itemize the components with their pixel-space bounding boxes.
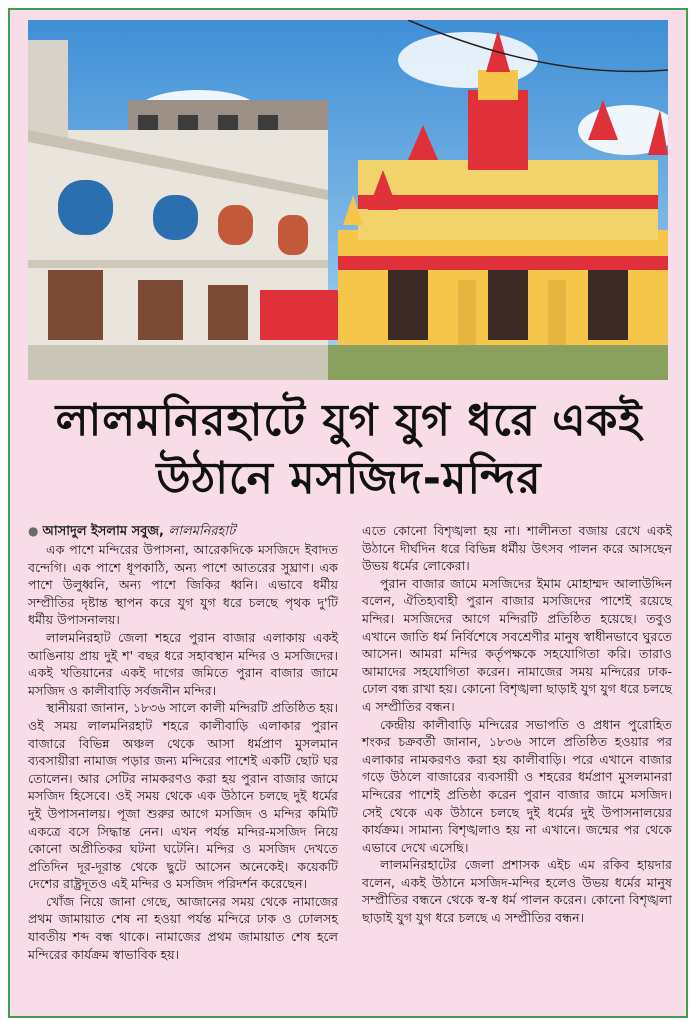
article-column-left (28, 522, 338, 963)
article-paragraph: কেন্দ্রীয় কালীবাড়ি মন্দিরের সভাপতি ও প্রধান পুরোহিত শংকর চক্রবর্তী জানান, ১৮৩৬ সালে প্রতিষ্ঠিত হওয়ার পর এলাকার নামকরণও করা হয় কালীবাড়ি। পরে এখানে বাজার গড়ে উঠলে বাজারের ব্যবসায়ী ও শহরের ধর্মপ্রাণ মুসলমানরা মন্দিরের পাশেই প্রতিষ্ঠা করেন পুরান বাজার জামে মসজিদ। সেই থেকে এক উঠানে চলছে দুই ধর্মের দুই উপাসনালয়ের কার্যক্রম। সামান্য বিশৃঙ্খলাও হয় না এখানে। জন্মের পর থেকে এভাবে দেখে এসেছি। (362, 716, 672, 855)
article-paragraph: এতে কোনো বিশৃঙ্খলা হয় না। শালীনতা বজায় রেখে একই উঠানে দীর্ঘদিন ধরে বিভিন্ন ধর্মীয় উৎসব পালন করে আসছেন উভয় ধর্মের লোকেরা। (362, 523, 672, 574)
article-paragraph: খোঁজ নিয়ে জানা গেছে, আজানের সময় থেকে নামাজের প্রথম জামায়াত শেষ না হওয়া পর্যন্ত মন্দিরে ঢাক ও ঢোলসহ যাবতীয় শব্দ বন্ধ থাকে। নামাজের প্রথম জামায়াত শেষ হলে মন্দিরের কার্যক্রম স্বাভাবিক হয়। (28, 893, 338, 962)
newspaper-clipping (8, 8, 688, 1018)
article-paragraph: পুরান বাজার জামে মসজিদের ইমাম মোহাম্মদ আলাউদ্দিন বলেন, ঐতিহ্যবাহী পুরান বাজার মসজিদের পাশেই রয়েছে মন্দির। মসজিদের আগে মন্দিরটি প্রতিষ্ঠিত হয়েছে। তবুও এখানে জাতি ধর্ম নির্বিশেষে সবশ্রেণীর মানুষ স্বাধীনভাবে ঘুরতে আসেন। আমরা মন্দির কর্তৃপক্ষকে সহযোগিতা করি। তারাও আমাদের সহযোগিতা করেন। নামাজের সময় মন্দিরের ঢাক-ঢোল বন্ধ রাখা হয়। কোনো বিশৃঙ্খলা ছাড়াই যুগ যুগ ধরে চলছে এ সম্প্রীতির বন্ধন। (362, 575, 672, 714)
headline-line-1: লালমনিরহাটে যুগ যুগ ধরে একই (55, 395, 643, 446)
byline-author: আসাদুল ইসলাম সবুজ, (42, 524, 164, 539)
article-paragraph: স্থানীয়রা জানান, ১৮৩৬ সালে কালী মন্দিরটি প্রতিষ্ঠিত হয়। ওই সময় লালমনিরহাট শহরে কালীবাড়ি এলাকার পুরান বাজারে বিভিন্ন অঞ্চল থেকে আসা ধর্মপ্রাণ মুসলমান ব্যবসায়ীরা নামাজ পড়ার জন্য মন্দিরের পাশেই একটি ছোট ঘর তোলেন। আর সেটির নামকরণও করা হয় পুরান বাজার জামে মসজিদ হিসেবে। ওই সময় থেকে এক উঠানে চলছে দুই ধর্মের দুই উপাসনালয়। পূজা শুরুর আগে মসজিদ ও মন্দির কমিটি একত্রে বসে সিদ্ধান্ত নেন। এখন পর্যন্ত মন্দির-মসজিদ নিয়ে কোনো অপ্রীতিকর ঘটনা ঘটেনি। মন্দির ও মসজিদ দেখতে প্রতিদিন দূর-দূরান্ত থেকে ছুটে আসেন অনেকেই। কয়েকটি দেশের রাষ্ট্রদূতও এই মন্দির ও মসজিদ পরিদর্শন করেছেন। (28, 700, 338, 892)
article-paragraph: এক পাশে মন্দিরের উপাসনা, আরেকদিকে মসজিদে ইবাদত বন্দেগি। এক পাশে ধূপকাঠি, অন্য পাশে আতরের সুঘ্রাণ। এক পাশে উলুধ্বনি, অন্য পাশে জিকির ধ্বনি। এভাবে ধর্মীয় সম্প্রীতির দৃষ্টান্ত স্থাপন করে যুগ যুগ ধরে চলছে পৃথক দু'টি ধর্মীয় উপাসনালয়। (28, 542, 338, 628)
article-column-right (362, 522, 672, 927)
article-headline (24, 392, 674, 508)
article-photo (28, 20, 668, 380)
headline-line-2: উঠানে মসজিদ-মন্দির (156, 453, 542, 504)
byline-location: লালমনিরহাট (168, 524, 236, 539)
bullet-icon: ● (28, 524, 39, 538)
byline (28, 522, 338, 541)
mosque-temple-photo (28, 20, 668, 380)
article-paragraph: লালমনিরহাট জেলা শহরে পুরান বাজার এলাকায় একই আঙিনায় প্রায় দুই শ' বছর ধরে সহাবস্থান মন্দির ও মসজিদের। একই খতিয়ানের একই দাগের জমিতে পুরান বাজার জামে মসজিদ ও কালীবাড়ি সর্বজনীন মন্দির। (28, 629, 338, 698)
article-paragraph: লালমনিরহাটের জেলা প্রশাসক এইচ এম রকিব হায়দার বলেন, একই উঠানে মসজিদ-মন্দির হলেও উভয় ধর্মের মানুষ সম্প্রীতির বন্ধনে থেকে স্ব-স্ব ধর্ম পালন করেন। কোনো বিশৃঙ্খলা ছাড়াই যুগ যুগ ধরে চলছে এ সম্প্রীতির বন্ধন। (362, 857, 672, 926)
